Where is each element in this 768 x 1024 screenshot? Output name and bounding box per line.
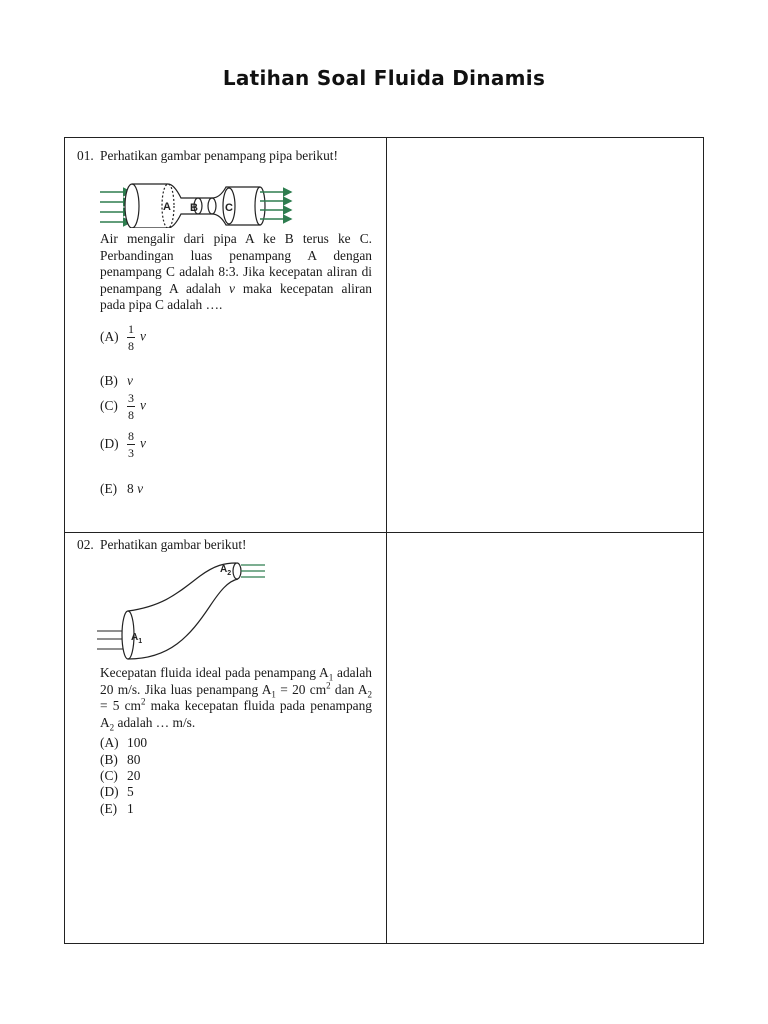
option-value: 20 [127,768,141,783]
area-letter: A [131,632,139,643]
question-1-text [100,231,372,314]
text-part: adalah … m/s. [114,714,196,730]
text-part: dan A [330,681,368,697]
question-table [64,137,704,944]
subscript: 2 [109,722,115,733]
option-value: 100 [127,735,148,750]
inlet-lines [97,631,125,649]
outlet-lines [241,565,265,577]
fraction-denominator: 8 [128,408,134,422]
option-1d [100,429,146,460]
pipe-label-b: B [190,202,198,214]
pipe-label-c: C [225,202,233,214]
option-value: 5 [127,784,134,799]
text-part: Kecepatan fluida ideal pada penampang A [100,665,329,680]
superscript: 2 [326,680,331,691]
option-2a [100,735,147,752]
column-divider [386,138,387,943]
question-1-header [77,148,338,165]
page-title: Latihan Soal Fluida Dinamis [222,66,546,90]
row-divider [65,532,703,533]
question-2-number: 02. [77,537,94,552]
pipe-label-a: A [163,201,171,213]
fraction [127,391,135,422]
option-label: (B) [100,752,118,767]
fraction [127,429,135,460]
option-1a [100,322,146,353]
option-label: (C) [100,768,118,783]
option-2d [100,784,134,801]
text-part: = 20 cm [275,681,327,697]
question-2-text [100,665,372,731]
option-1c [100,391,146,422]
option-var: v [137,481,144,496]
area-subscript: 2 [227,570,232,577]
option-label: (C) [100,397,118,413]
option-2b [100,752,140,769]
question-1-prompt: Perhatikan gambar penampang pipa berikut! [100,148,338,163]
question-2-prompt: Perhatikan gambar berikut! [100,537,247,552]
question-1-text-main: Air mengalir dari pipa A ke B terus ke C. Perbandingan luas penampang A dengan penampang C adalah 8:3. Jika kecepatan aliran di penampang A adalah [100,231,372,296]
text-part: adalah 20 m/s. Jika luas penampang A [100,665,372,697]
option-coefficient: 8 [127,481,134,496]
question-1-number: 01. [77,148,94,163]
text-part: = 5 cm [100,698,141,714]
question-2-header [77,537,247,554]
pipe-diagram-figure [95,182,300,228]
option-var: v [140,435,146,451]
area-letter: A [220,564,228,575]
fraction-denominator: 8 [128,339,134,353]
superscript: 2 [140,696,146,707]
option-1e [100,481,143,498]
subscript: 1 [271,689,276,700]
question-1-text-end: maka kecepatan aliran pada pipa C adalah …. [100,280,372,313]
fraction-numerator: 1 [128,322,134,336]
option-label: (E) [100,481,118,496]
subscript: 1 [328,672,334,683]
fraction [127,322,135,353]
fraction-numerator: 8 [128,429,134,443]
area-label-a2 [220,564,231,577]
option-value: 80 [127,752,141,767]
option-var: v [140,397,146,413]
option-label: (A) [100,328,119,344]
option-label: (D) [100,435,119,451]
option-label: (D) [100,784,119,799]
area-subscript: 1 [138,638,143,645]
option-label: (B) [100,373,118,388]
fraction-denominator: 3 [128,446,134,460]
option-label: (A) [100,735,119,750]
option-label: (E) [100,801,118,816]
option-var: v [127,373,133,388]
text-part: maka kecepatan fluida pada penampang A [100,698,372,730]
curved-pipe-figure [95,561,270,663]
option-1b [100,373,133,390]
subscript: 2 [367,689,372,700]
option-value: 1 [127,801,134,816]
option-2e [100,801,134,818]
option-var: v [140,328,146,344]
question-1-velocity-var: v [228,280,235,296]
fraction-numerator: 3 [128,391,134,405]
option-2c [100,768,140,785]
